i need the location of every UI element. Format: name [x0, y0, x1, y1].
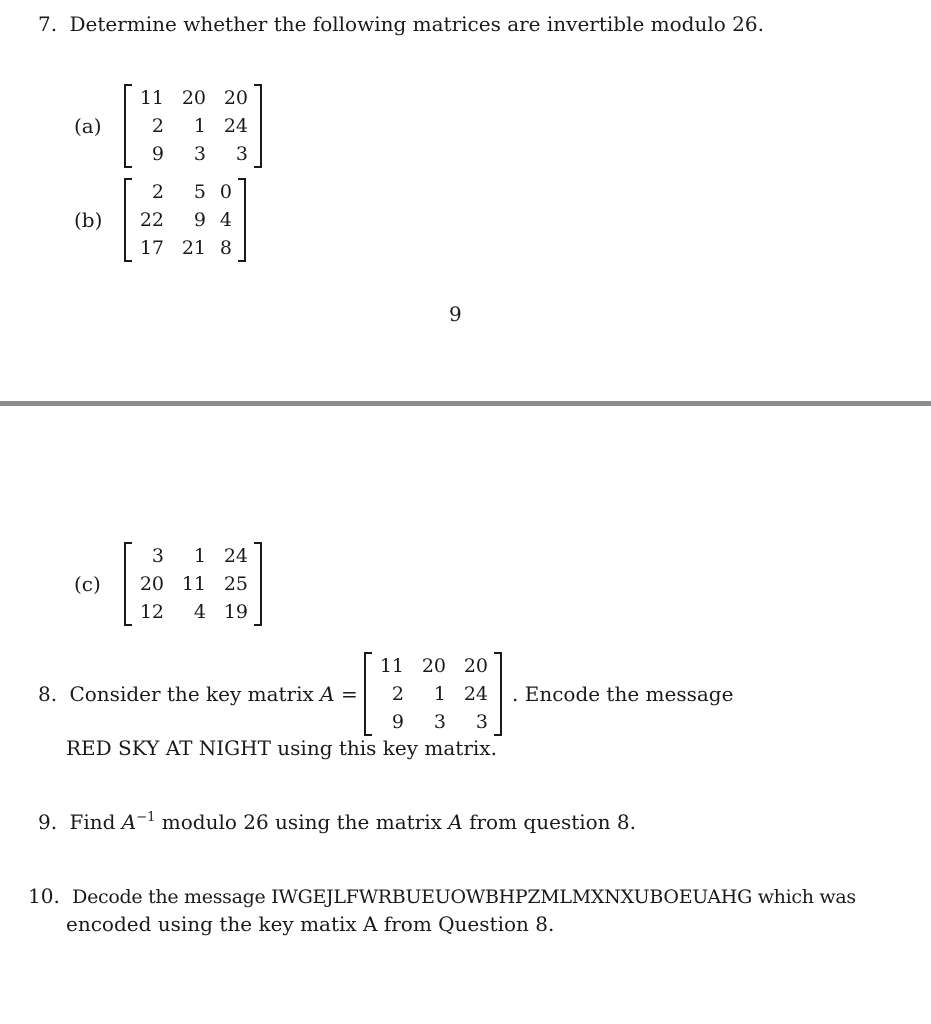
question-10-line1 [28, 884, 856, 908]
matrix-b-left-bracket [124, 178, 132, 262]
matrix-cell: 0 [219, 181, 232, 203]
matrix-cell: 24 [223, 545, 248, 567]
matrix-cell: 24 [463, 683, 488, 705]
matrix-cell: 20 [181, 87, 206, 109]
matrix-cell: 3 [433, 711, 446, 733]
matrix-cell: 20 [139, 573, 164, 595]
part-b-label: (b) [74, 208, 103, 232]
question-9-var2: A [448, 810, 463, 834]
matrix-cell: 3 [151, 545, 164, 567]
matrix-cell: 11 [181, 573, 206, 595]
matrix-cell: 22 [139, 209, 164, 231]
matrix-cell: 25 [223, 573, 248, 595]
question-7-number: 7. [38, 12, 58, 36]
matrix-cell: 2 [151, 115, 164, 137]
matrix-cell: 5 [193, 181, 206, 203]
question-8-line1 [38, 682, 358, 706]
matrix-cell: 3 [235, 143, 248, 165]
matrix-cell: 3 [193, 143, 206, 165]
matrix-cell: 21 [181, 237, 206, 259]
key-matrix-right-bracket [494, 652, 502, 736]
question-10-text: Decode the message IWGEJLFWRBUEUOWBHPZMLMXNXUBOEUAHG which was [72, 886, 856, 908]
matrix-cell: 11 [139, 87, 164, 109]
matrix-cell: 12 [139, 601, 164, 623]
matrix-b-right-bracket [238, 178, 246, 262]
matrix-c-left-bracket [124, 542, 132, 626]
question-10-number: 10. [28, 884, 60, 908]
question-8-var: A [320, 682, 335, 706]
matrix-cell: 3 [475, 711, 488, 733]
matrix-cell: 2 [151, 181, 164, 203]
question-7 [38, 12, 764, 36]
matrix-cell: 24 [223, 115, 248, 137]
question-7-text: Determine whether the following matrices are invertible modulo 26. [69, 12, 764, 36]
matrix-cell: 11 [379, 655, 404, 677]
matrix-cell: 1 [193, 545, 206, 567]
matrix-b [138, 178, 232, 262]
matrix-cell: 19 [223, 601, 248, 623]
question-9-inverse-exponent: −1 [136, 810, 156, 825]
matrix-cell: 9 [151, 143, 164, 165]
matrix-a-left-bracket [124, 84, 132, 168]
question-9 [38, 810, 636, 834]
question-10-line2: encoded using the key matix A from Question 8. [66, 912, 555, 936]
matrix-cell: 9 [391, 711, 404, 733]
matrix-cell: 4 [219, 209, 232, 231]
matrix-c [138, 542, 248, 626]
matrix-cell: 9 [193, 209, 206, 231]
matrix-cell: 1 [193, 115, 206, 137]
question-9-number: 9. [38, 810, 58, 834]
part-c-label: (c) [74, 572, 101, 596]
matrix-cell: 20 [421, 655, 446, 677]
question-9-var: A [121, 810, 137, 834]
question-9-pre: Find [69, 810, 122, 834]
matrix-cell: 17 [139, 237, 164, 259]
question-8-lead: Consider the key matrix [69, 682, 321, 706]
question-9-post: from question 8. [462, 810, 636, 834]
part-a-label: (a) [74, 114, 102, 138]
question-8-number: 8. [38, 682, 58, 706]
question-9-mid: modulo 26 using the matrix [155, 810, 449, 834]
matrix-cell: 20 [223, 87, 248, 109]
matrix-a [138, 84, 248, 168]
question-8-line2: RED SKY AT NIGHT using this key matrix. [66, 736, 497, 760]
matrix-cell: 20 [463, 655, 488, 677]
question-8-equals: = [334, 682, 358, 706]
matrix-cell: 2 [391, 683, 404, 705]
matrix-cell: 4 [193, 601, 206, 623]
key-matrix-a [378, 652, 488, 736]
question-8-after: . Encode the message [512, 682, 734, 706]
page-divider [0, 401, 931, 406]
key-matrix-left-bracket [364, 652, 372, 736]
matrix-c-right-bracket [254, 542, 262, 626]
page-number: 9 [449, 302, 462, 326]
matrix-cell: 1 [433, 683, 446, 705]
matrix-cell: 8 [219, 237, 232, 259]
matrix-a-right-bracket [254, 84, 262, 168]
